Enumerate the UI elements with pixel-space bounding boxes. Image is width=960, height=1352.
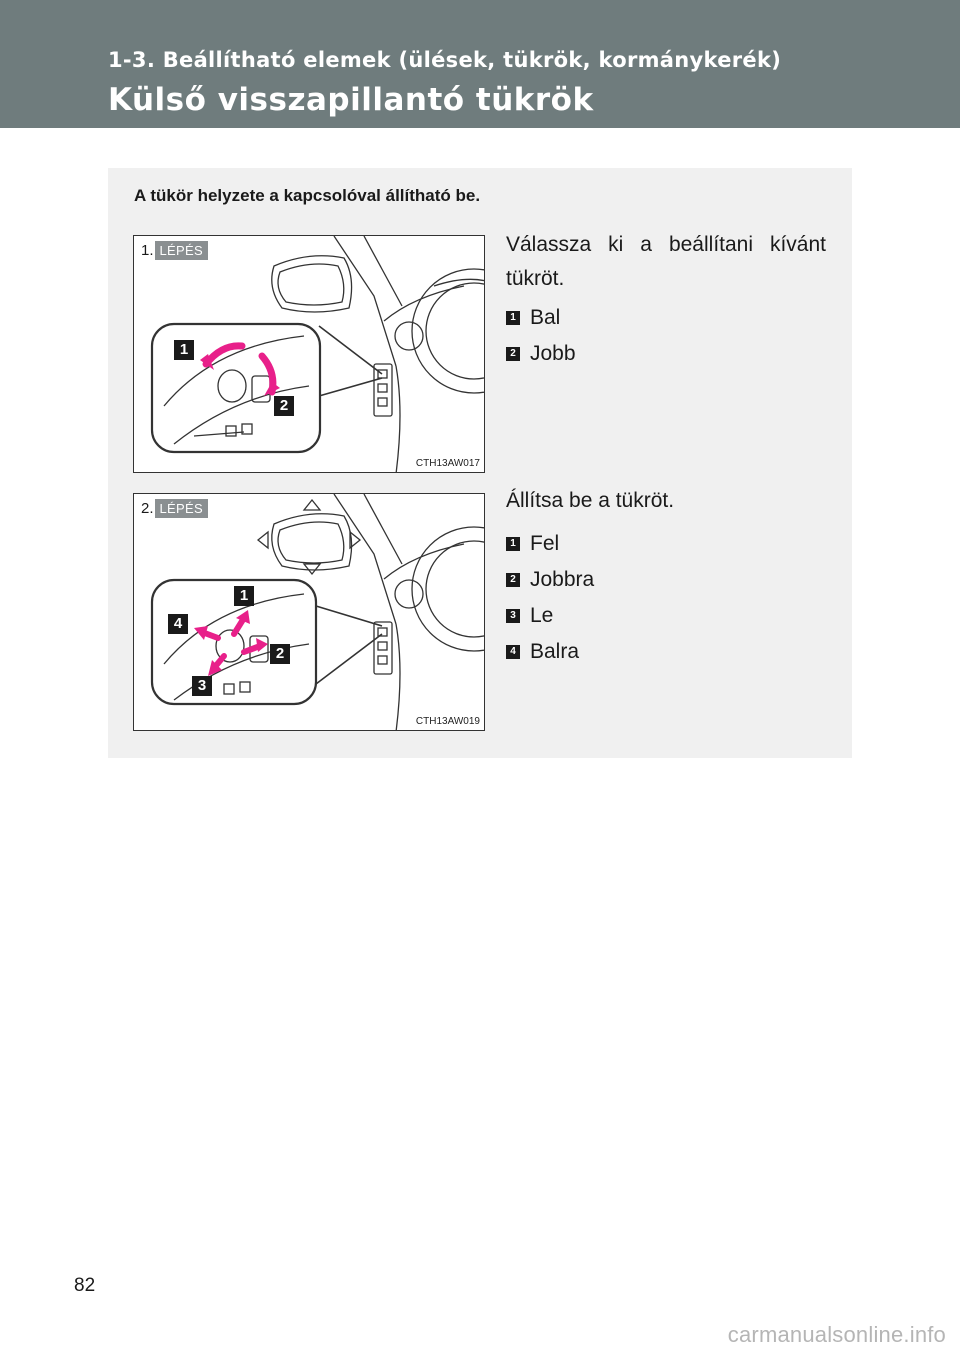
item-label: Bal xyxy=(530,306,561,329)
step-1-item-1 xyxy=(506,306,560,330)
step-number: 1. xyxy=(141,241,154,259)
step-2-item-2 xyxy=(506,568,594,592)
step-2-item-3 xyxy=(506,604,553,628)
step-2-text: Állítsa be a tükröt. xyxy=(506,489,675,512)
callout-1: 1 xyxy=(234,586,254,606)
page-title: Külső visszapillantó tükrök xyxy=(108,82,594,118)
callout-2: 2 xyxy=(270,644,290,664)
item-label: Le xyxy=(530,604,554,627)
figure-step-2 xyxy=(133,493,485,731)
step-2-item-1 xyxy=(506,532,559,556)
item-label: Jobb xyxy=(530,342,576,365)
figure-code: CTH13AW017 xyxy=(415,458,480,469)
mirror-adjust-illustration xyxy=(134,494,485,731)
item-number-badge: 2 xyxy=(506,573,520,587)
section-label: 1-3. Beállítható elemek (ülések, tükrök, kormánykerék) xyxy=(108,48,782,72)
item-number-badge: 2 xyxy=(506,347,520,361)
step-badge-1 xyxy=(138,240,208,260)
item-number-badge: 3 xyxy=(506,609,520,623)
step-number: 2. xyxy=(141,499,154,517)
figure-step-1 xyxy=(133,235,485,473)
figure-code: CTH13AW019 xyxy=(415,716,480,727)
callout-4: 4 xyxy=(168,614,188,634)
step-badge-2 xyxy=(138,498,208,518)
page-number: 82 xyxy=(74,1275,96,1296)
callout-2: 2 xyxy=(274,396,294,416)
item-number-badge: 1 xyxy=(506,311,520,325)
watermark: carmanualsonline.info xyxy=(727,1322,946,1347)
step-1-item-2 xyxy=(506,342,576,366)
callout-1: 1 xyxy=(174,340,194,360)
item-label: Jobbra xyxy=(530,568,595,591)
callout-3: 3 xyxy=(192,676,212,696)
intro-text: A tükör helyzete a kapcsolóval állítható be. xyxy=(134,186,481,205)
step-1-text: Válassza ki a beállítani kívánt tükröt. xyxy=(506,233,826,290)
item-number-badge: 4 xyxy=(506,645,520,659)
step-2-item-4 xyxy=(506,640,579,664)
step-word: LÉPÉS xyxy=(155,241,208,260)
item-label: Fel xyxy=(530,532,560,555)
item-number-badge: 1 xyxy=(506,537,520,551)
step-word: LÉPÉS xyxy=(155,499,208,518)
header-bar xyxy=(0,0,960,128)
item-label: Balra xyxy=(530,640,580,663)
